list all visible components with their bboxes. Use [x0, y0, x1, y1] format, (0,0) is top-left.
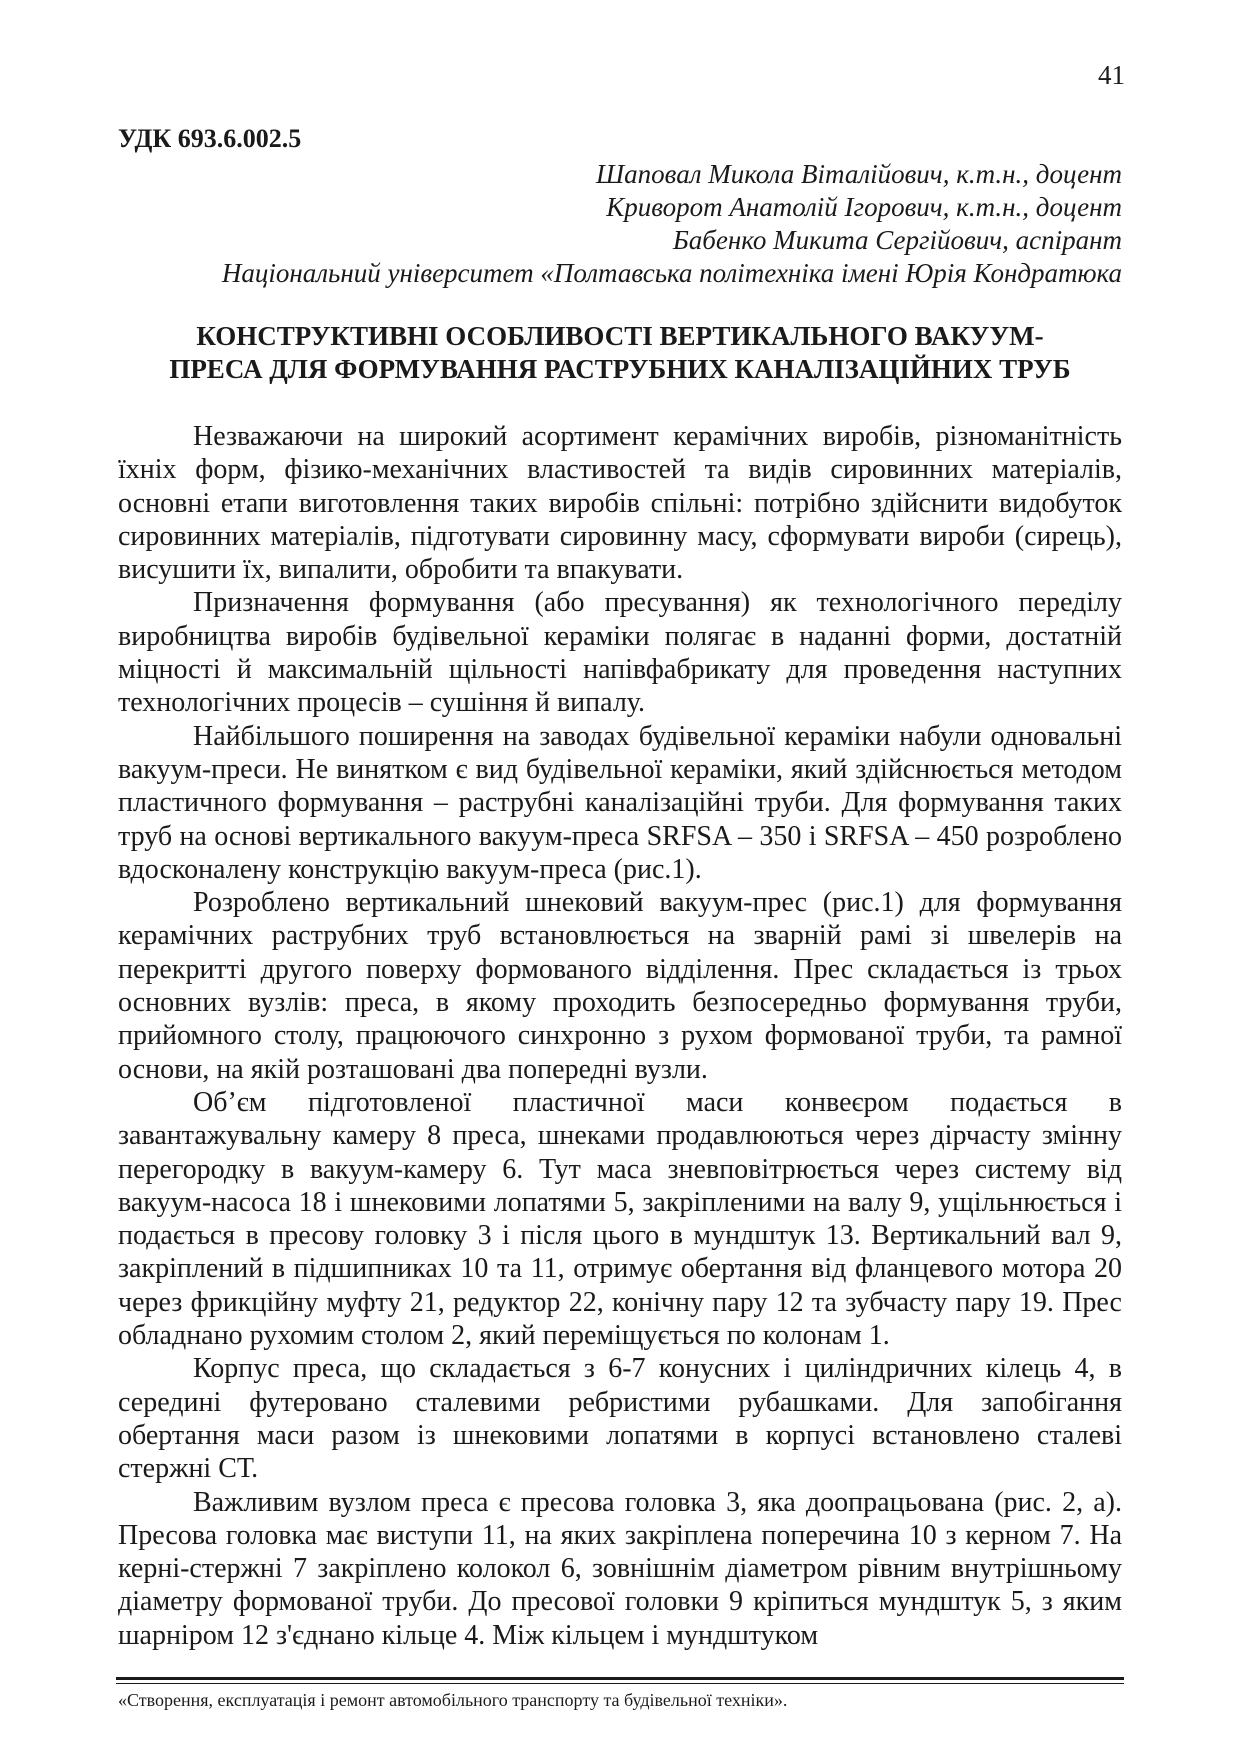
paragraph: Корпус преса, що складається з 6-7 конусних і циліндричних кілець 4, в середині футеровано сталевими ребристими рубашками. Для запобігання обертання маси разом із шнековими лопатями в корпусі встановлено сталеві стержні СТ.	[118, 1353, 1122, 1485]
udk-code: УДК 693.6.002.5	[118, 124, 302, 153]
footer-divider	[116, 1677, 1124, 1680]
paragraph: Незважаючи на широкий асортимент керамічних виробів, різноманітність їхніх форм, фізико-механічних властивостей та видів сировинних матеріалів, основні етапи виготовлення таких виробів спільні: потрібно здійснити видобуток сировинних матеріалів, підготувати сировинну масу, сформувати вироби (сирець), висушити їх, випалити, обробити та впакувати.	[118, 421, 1122, 586]
paragraph: Призначення формування (або пресування) як технологічного переділу виробництва виробів будівельної кераміки полягає в наданні форми, достатній міцності й максимальній щільності напівфабрикату для проведення наступних технологічних процесів – сушіння й випалу.	[118, 587, 1122, 719]
paragraph: Розроблено вертикальний шнековий вакуум-прес (рис.1) для формування керамічних раструбних труб встановлюється на зварній рамі зі швелерів на перекритті другого поверху формованого відділення. Прес складається із трьох основних вузлів: преса, в якому проходить безпосередньо формування труби, прийомного столу, працюючого синхронно з рухом формованої труби, та рамної основи, на якій розташовані два попередні вузли.	[118, 887, 1122, 1085]
author-block	[222, 158, 1122, 290]
title-line: ПРЕСА ДЛЯ ФОРМУВАННЯ РАСТРУБНИХ КАНАЛІЗАЦІЙНИХ ТРУБ	[169, 354, 1071, 384]
paragraph: Важливим вузлом преса є пресова головка 3, яка доопрацьована (рис. 2, а). Пресова головка має виступи 11, на яких закріплена поперечина 10 з керном 7. На керні-стержні 7 закріплено колокол 6, зовнішнім діаметром рівним внутрішньому діаметру формованої труби. До пресової головки 9 кріпиться мундштук 5, з яким шарніром 12 з'єднано кільце 4. Між кільцем і мундштуком	[118, 1486, 1122, 1651]
author-line: Шаповал Микола Віталійович, к.т.н., доцент	[596, 159, 1122, 189]
page-number: 41	[1098, 60, 1125, 90]
author-line: Криворот Анатолій Ігорович, к.т.н., доцент	[606, 192, 1122, 222]
footer-divider-thin	[116, 1683, 1124, 1684]
footer-text: «Створення, експлуатація і ремонт автомобільного транспорту та будівельної техніки».	[118, 1690, 788, 1710]
affiliation-line: Національний університет «Полтавська політехніка імені Юрія Кондратюка	[221, 258, 1122, 288]
author-line: Бабенко Микита Сергійович, аспірант	[672, 225, 1122, 255]
paragraph: Об’єм підготовленої пластичної маси конвеєром подається в завантажувальну камеру 8 преса, шнеками продавлюються через дірчасту змінну перегородку в вакуум-камеру 6. Тут маса зневповітрюється через систему від вакуум-насоса 18 і шнековими лопатями 5, закріпленими на валу 9, ущільнюється і подається в пресову головку 3 і після цього в мундштук 13. Вертикальний вал 9, закріплений в підшипниках 10 та 11, отримує обертання від фланцевого мотора 20 через фрикційну муфту 21, редуктор 22, конічну пару 12 та зубчасту пару 19. Прес обладнано рухомим столом 2, який переміщується по колонам 1.	[118, 1086, 1122, 1352]
article-title	[118, 320, 1122, 386]
article-body	[118, 420, 1122, 1652]
paragraph: Найбільшого поширення на заводах будівельної кераміки набули одновальні вакуум-преси. Не винятком є вид будівельної кераміки, який здійснюється методом пластичного формування – раструбні каналізаційні труби. Для формування таких труб на основі вертикального вакуум-преса SRFSA – 350 і SRFSA – 450 розроблено вдосконалену конструкцію вакуум-преса (рис.1).	[118, 720, 1122, 885]
title-line: КОНСТРУКТИВНІ ОСОБЛИВОСТІ ВЕРТИКАЛЬНОГО ВАКУУМ-	[196, 321, 1044, 351]
